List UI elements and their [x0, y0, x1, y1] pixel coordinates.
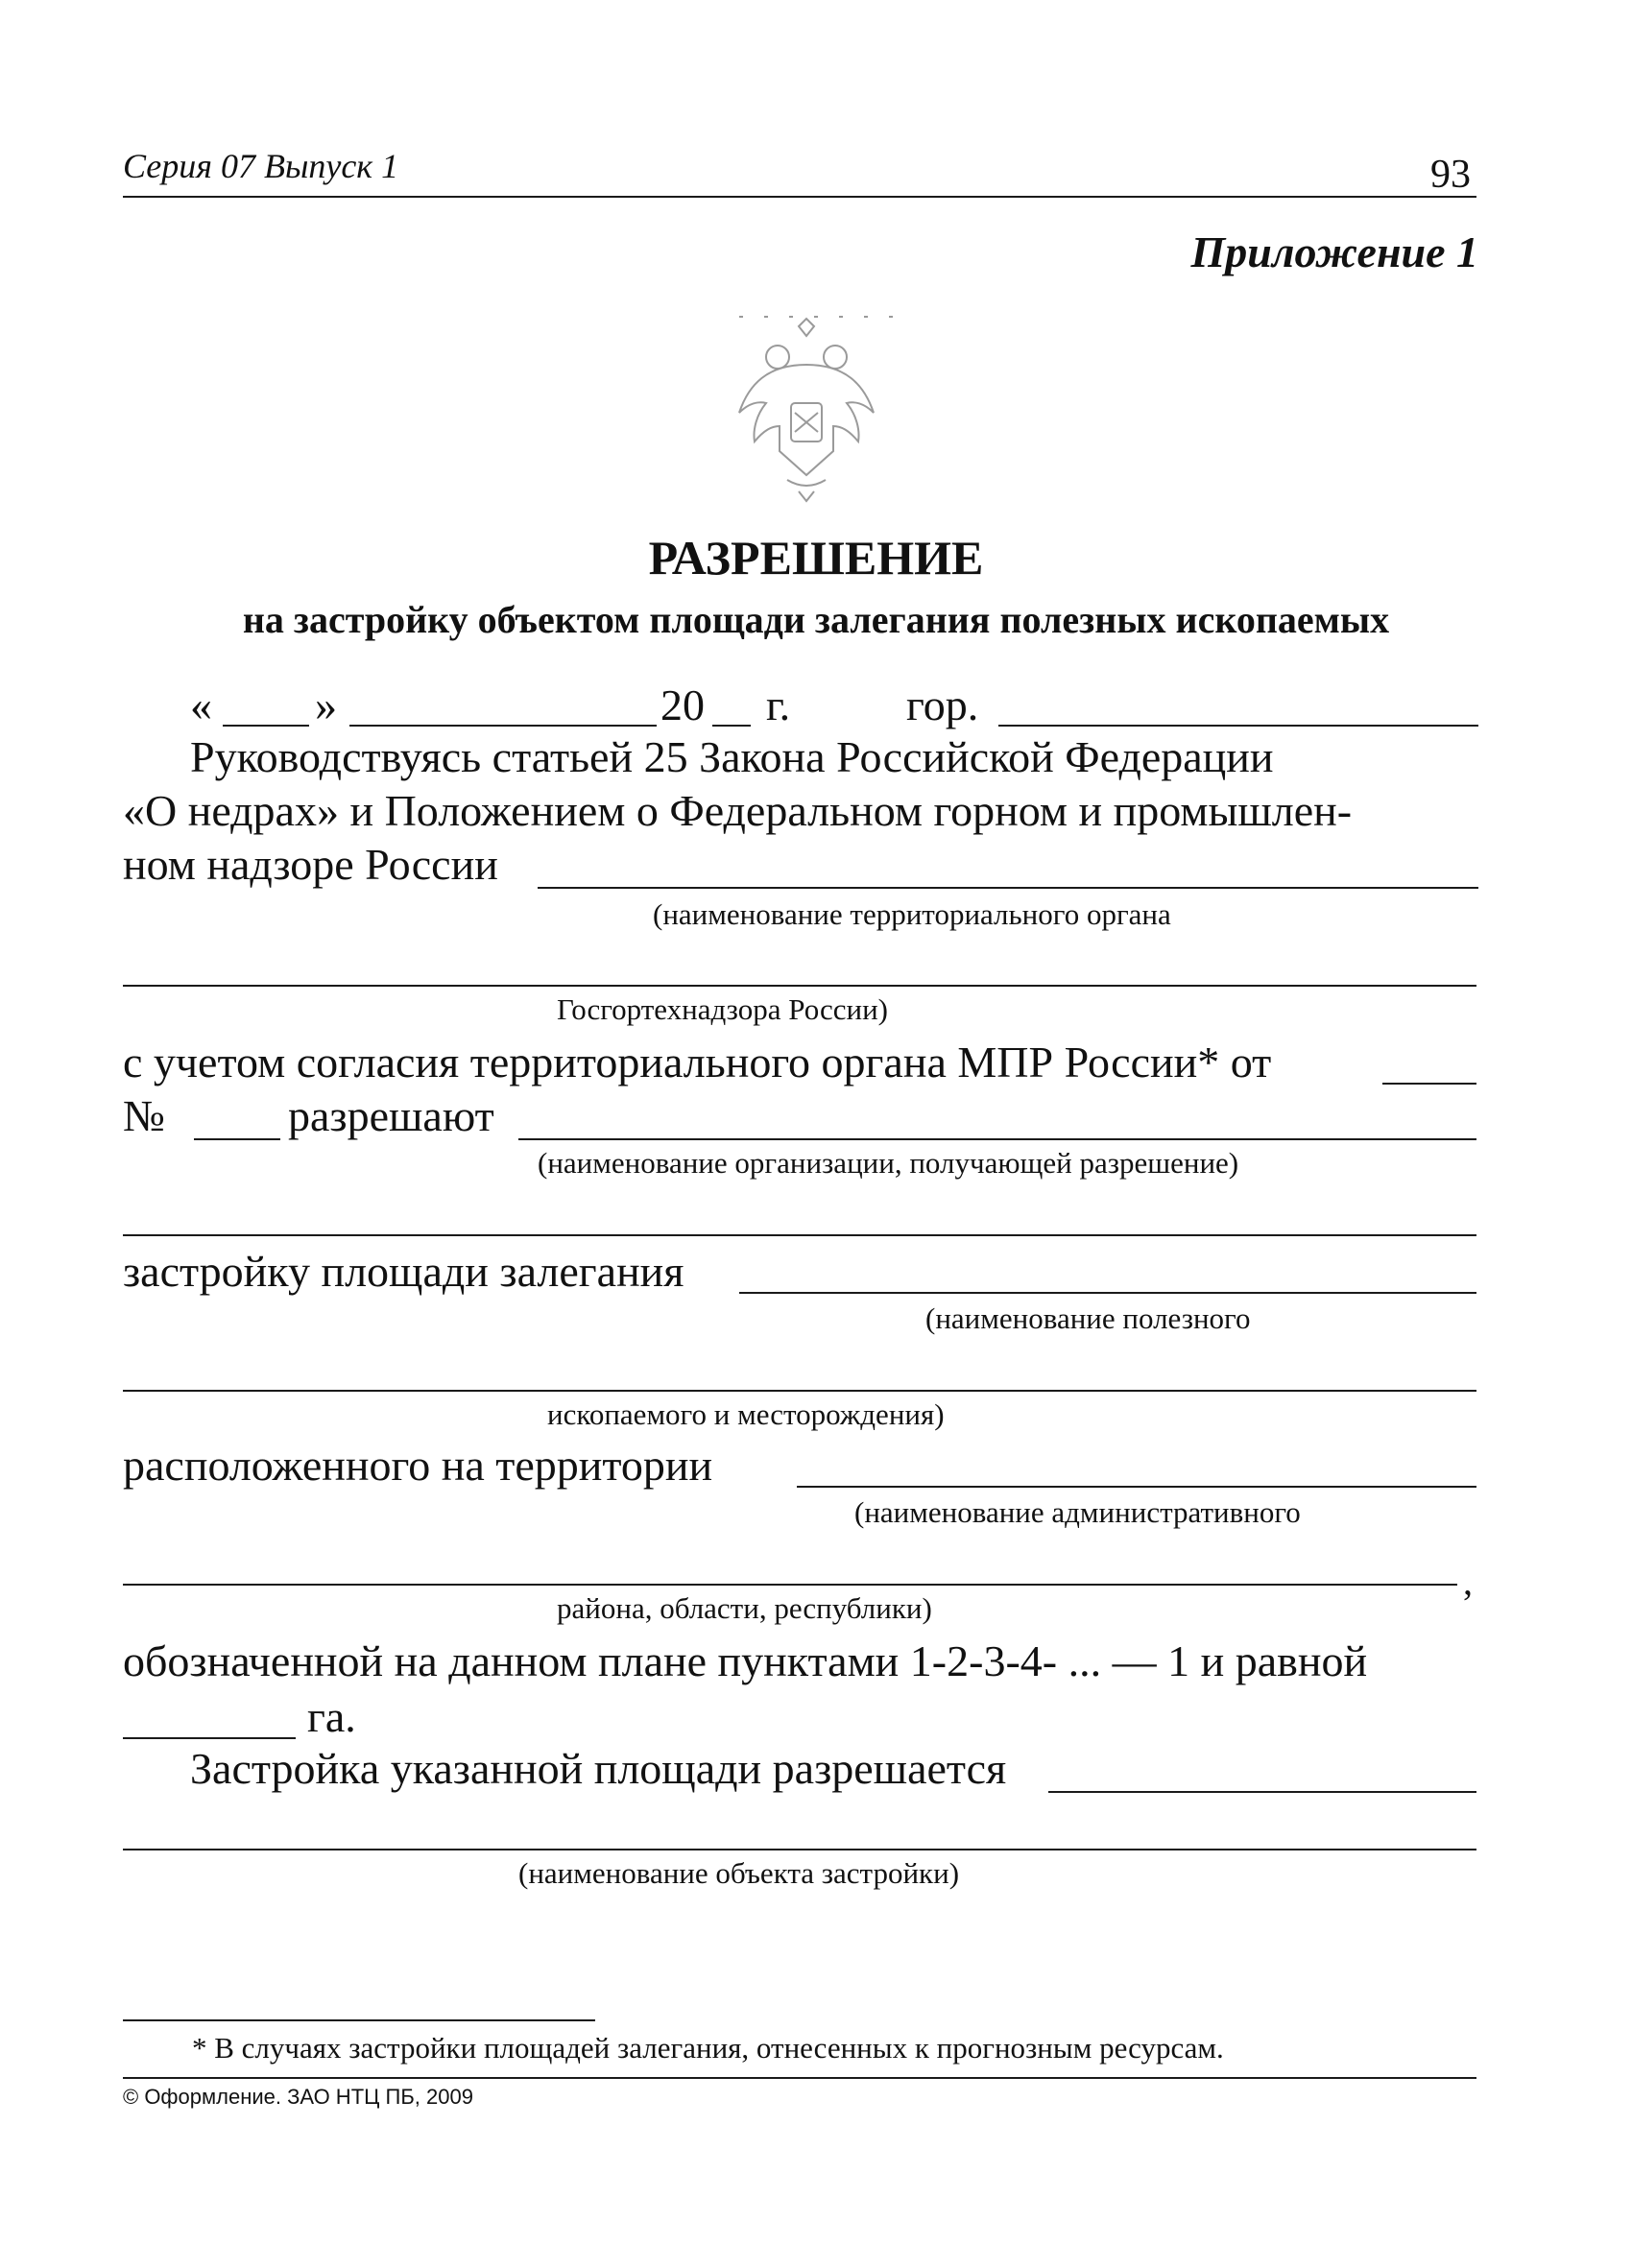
consent-date-blank[interactable] — [1382, 1083, 1476, 1085]
plan-line: обозначенной на данном плане пунктами 1-2-3-4- ... — 1 и равной — [123, 1636, 1368, 1685]
deposit-blank[interactable] — [739, 1292, 1476, 1294]
deposit-blank-2[interactable] — [123, 1390, 1476, 1392]
document-title: РАЗРЕШЕНИЕ — [648, 531, 984, 585]
paragraph1-line3: ном надзоре России — [123, 840, 498, 889]
page-number: 93 — [1430, 153, 1471, 197]
header-rule — [123, 196, 1476, 198]
supervision-body-blank[interactable] — [538, 887, 1478, 889]
date-close-quote: » — [315, 680, 337, 729]
appendix-label: Приложение 1 — [1190, 227, 1478, 276]
deposit-label: застройку площади залегания — [123, 1247, 684, 1296]
area-unit: га. — [307, 1692, 356, 1741]
construction-blank[interactable] — [1048, 1791, 1476, 1793]
supervision-body-hint: (наименование территориального органа — [653, 897, 1171, 931]
deposit-hint-2: ископаемого и месторождения) — [547, 1397, 945, 1431]
footnote-rule — [123, 2019, 595, 2021]
paragraph1-line1: Руководствуясь статьей 25 Закона Российской Федерации — [190, 732, 1274, 781]
city-label: гор. — [906, 680, 979, 729]
coat-of-arms-icon — [710, 307, 902, 518]
paragraph1-line2: «О недрах» и Положением о Федеральном горном и промышлен- — [123, 786, 1353, 835]
organization-blank[interactable] — [518, 1138, 1476, 1140]
footer-rule — [123, 2077, 1476, 2079]
document-subtitle: на застройку объектом площади залегания полезных ископаемых — [242, 598, 1390, 641]
supervision-body-hint-2: Госгортехнадзора России) — [557, 992, 888, 1026]
day-blank[interactable] — [223, 725, 309, 727]
consent-number-blank[interactable] — [194, 1138, 280, 1140]
organization-hint: (наименование организации, получающей разрешение) — [538, 1146, 1239, 1180]
month-blank[interactable] — [349, 725, 657, 727]
construction-hint: (наименование объекта застройки) — [518, 1856, 960, 1890]
series-label: Серия 07 Выпуск 1 — [123, 147, 399, 185]
city-blank[interactable] — [998, 725, 1478, 727]
deposit-hint: (наименование полезного — [925, 1301, 1251, 1335]
copyright-notice: © Оформление. ЗАО НТЦ ПБ, 2009 — [123, 2085, 473, 2109]
territory-label: расположенного на территории — [123, 1441, 713, 1490]
territory-hint-2: района, области, республики) — [557, 1591, 932, 1625]
organization-blank-2[interactable] — [123, 1234, 1476, 1236]
supervision-body-blank-2[interactable] — [123, 985, 1476, 987]
number-label: № — [123, 1091, 165, 1140]
permit-label: разрешают — [288, 1091, 494, 1140]
year-suffix: г. — [766, 680, 791, 729]
territory-blank-2[interactable] — [123, 1584, 1457, 1586]
date-open-quote: « — [190, 680, 212, 729]
year-prefix: 20 — [660, 680, 705, 729]
territory-hint: (наименование административного — [854, 1495, 1301, 1529]
construction-blank-2[interactable] — [123, 1849, 1476, 1850]
construction-label: Застройка указанной площади разрешается — [190, 1744, 1007, 1793]
year-blank[interactable] — [712, 725, 751, 727]
consent-line: с учетом согласия территориального органа МПР России* от — [123, 1038, 1272, 1086]
territory-blank[interactable] — [797, 1486, 1476, 1488]
footnote: * В случаях застройки площадей залегания, отнесенных к прогнозным ресурсам. — [192, 2031, 1224, 2065]
territory-comma: , — [1463, 1560, 1473, 1603]
area-blank[interactable] — [123, 1737, 296, 1739]
